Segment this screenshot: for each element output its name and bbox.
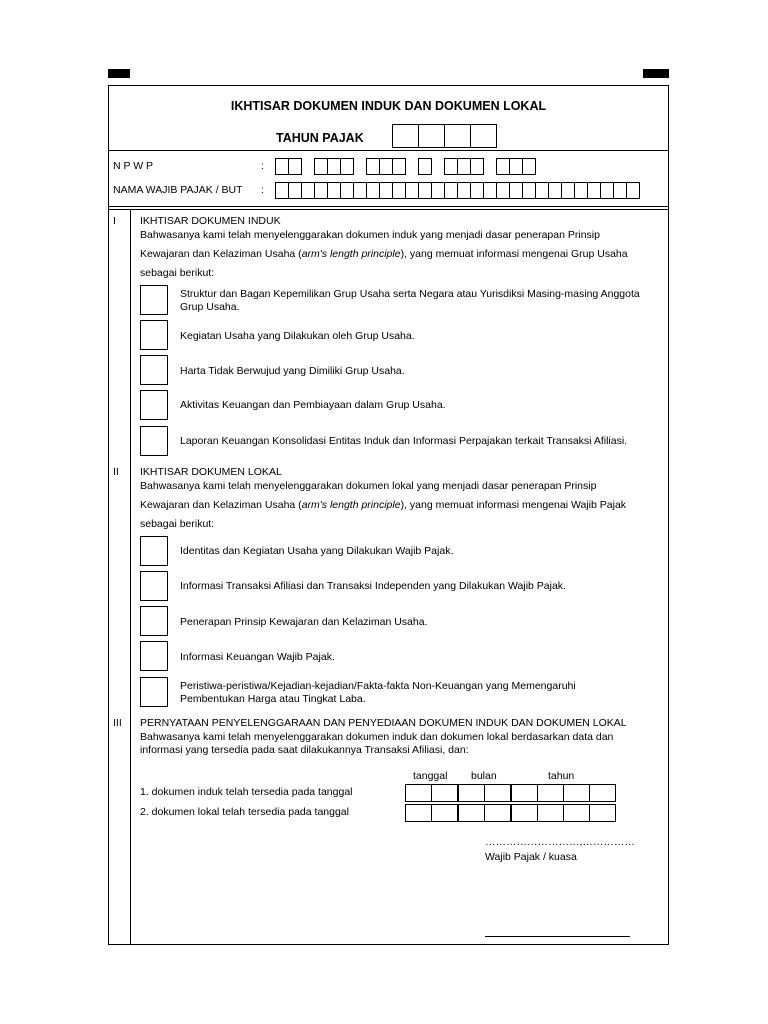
name-char-box[interactable]	[288, 182, 302, 199]
name-char-box[interactable]	[457, 182, 471, 199]
name-char-box[interactable]	[509, 182, 523, 199]
date-digit-box[interactable]	[484, 804, 511, 822]
section2-item-2: Informasi Transaksi Afiliasi dan Transaksi Independen yang Dilakukan Wajib Pajak.	[180, 580, 566, 592]
master-file-date-label: 1. dokumen induk telah tersedia pada tanggal	[140, 786, 353, 798]
section1-checkbox-5[interactable]	[140, 426, 168, 456]
signer-label: Wajib Pajak / kuasa	[485, 851, 577, 863]
npwp-digit-box[interactable]	[392, 158, 406, 175]
signature-line	[485, 936, 630, 937]
npwp-digit-box[interactable]	[366, 158, 380, 175]
tax-year-box[interactable]	[418, 124, 445, 148]
section2-heading: IKHTISAR DOKUMEN LOKAL	[140, 466, 282, 478]
name-char-box[interactable]	[600, 182, 614, 199]
section1-item-1: Struktur dan Bagan Kepemilikan Grup Usaha serta Negara atau Yurisdiksi Masing-masing Anggota Grup Usaha.	[180, 288, 640, 313]
divider-vertical	[130, 209, 131, 945]
date-digit-box[interactable]	[511, 784, 538, 802]
date-digit-box[interactable]	[589, 804, 616, 822]
npwp-digit-box[interactable]	[288, 158, 302, 175]
section2-checkbox-5[interactable]	[140, 677, 168, 707]
col-year-label: tahun	[548, 770, 575, 782]
name-char-box[interactable]	[483, 182, 497, 199]
name-char-box[interactable]	[340, 182, 354, 199]
name-char-box[interactable]	[496, 182, 510, 199]
col-day-label: tanggal	[413, 770, 448, 782]
name-label: NAMA WAJIB PAJAK / BUT	[113, 184, 243, 196]
date-digit-box[interactable]	[405, 804, 432, 822]
section2-item-3: Penerapan Prinsip Kewajaran dan Kelaziman Usaha.	[180, 616, 428, 628]
section3-intro-2: informasi yang tersedia pada saat dilakukannya Transaksi Afiliasi, dan:	[140, 744, 469, 756]
npwp-digit-box[interactable]	[379, 158, 393, 175]
section1-intro-1: Bahwasanya kami telah menyelenggarakan dokumen induk yang menjadi dasar penerapan Prinsip	[140, 229, 600, 241]
section1-heading: IKHTISAR DOKUMEN INDUK	[140, 215, 281, 227]
npwp-digit-box[interactable]	[275, 158, 289, 175]
name-char-box[interactable]	[574, 182, 588, 199]
date-digit-box[interactable]	[563, 784, 590, 802]
date-digit-box[interactable]	[458, 804, 485, 822]
name-char-box[interactable]	[444, 182, 458, 199]
name-char-box[interactable]	[275, 182, 289, 199]
date-digit-box[interactable]	[458, 784, 485, 802]
name-char-box[interactable]	[327, 182, 341, 199]
date-digit-box[interactable]	[431, 784, 458, 802]
section2-item-1: Identitas dan Kegiatan Usaha yang Dilakukan Wajib Pajak.	[180, 545, 454, 557]
name-char-box[interactable]	[366, 182, 380, 199]
registration-mark-right	[643, 69, 669, 78]
date-digit-box[interactable]	[405, 784, 432, 802]
section3-heading: PERNYATAAN PENYELENGGARAAN DAN PENYEDIAAN DOKUMEN INDUK DAN DOKUMEN LOKAL	[140, 717, 627, 729]
tax-year-box[interactable]	[444, 124, 471, 148]
tax-year-box[interactable]	[470, 124, 497, 148]
name-char-box[interactable]	[392, 182, 406, 199]
section2-intro-1: Bahwasanya kami telah menyelenggarakan dokumen lokal yang menjadi dasar penerapan Prinsip	[140, 480, 597, 492]
name-char-box[interactable]	[418, 182, 432, 199]
section1-item-5: Laporan Keuangan Konsolidasi Entitas Induk dan Informasi Perpajakan terkait Transaksi Afiliasi.	[180, 435, 628, 447]
section1-checkbox-2[interactable]	[140, 320, 168, 350]
npwp-digit-box[interactable]	[457, 158, 471, 175]
section1-intro-3: sebagai berikut:	[140, 267, 215, 279]
section2-intro-3: sebagai berikut:	[140, 518, 215, 530]
section2-checkbox-4[interactable]	[140, 641, 168, 671]
date-digit-box[interactable]	[589, 784, 616, 802]
name-char-box[interactable]	[535, 182, 549, 199]
local-file-date-label: 2. dokumen lokal telah tersedia pada tanggal	[140, 806, 349, 818]
date-digit-box[interactable]	[511, 804, 538, 822]
section1-intro-2: Kewajaran dan Kelaziman Usaha (arm's length principle), yang memuat informasi mengenai Grup Usaha	[140, 248, 628, 260]
section2-checkbox-1[interactable]	[140, 536, 168, 566]
name-colon: :	[261, 184, 264, 196]
section2-checkbox-2[interactable]	[140, 571, 168, 601]
registration-mark-left	[108, 69, 130, 78]
col-month-label: bulan	[471, 770, 497, 782]
npwp-digit-box[interactable]	[418, 158, 432, 175]
date-digit-box[interactable]	[537, 804, 564, 822]
section2-number: II	[113, 466, 119, 478]
name-char-box[interactable]	[613, 182, 627, 199]
name-char-box[interactable]	[431, 182, 445, 199]
section2-intro-2: Kewajaran dan Kelaziman Usaha (arm's length principle), yang memuat informasi mengenai Wajib Pajak	[140, 499, 627, 511]
name-char-box[interactable]	[379, 182, 393, 199]
section1-checkbox-4[interactable]	[140, 390, 168, 420]
divider-header	[108, 150, 669, 151]
name-char-box[interactable]	[405, 182, 419, 199]
name-char-box[interactable]	[522, 182, 536, 199]
section2-item-5: Peristiwa-peristiwa/Kejadian-kejadian/Fakta-fakta Non-Keuangan yang Memengaruhi Pembentukan Harga atau Tingkat Laba.	[180, 680, 576, 705]
section3-intro-1: Bahwasanya kami telah menyelenggarakan dokumen induk dan dokumen lokal berdasarkan data dan	[140, 731, 614, 743]
npwp-digit-box[interactable]	[470, 158, 484, 175]
section1-item-4: Aktivitas Keuangan dan Pembiayaan dalam Grup Usaha.	[180, 399, 446, 411]
section3-number: III	[113, 717, 122, 729]
divider-identity-2	[108, 209, 669, 210]
section2-item-4: Informasi Keuangan Wajib Pajak.	[180, 651, 335, 663]
npwp-digit-box[interactable]	[327, 158, 341, 175]
date-digit-box[interactable]	[431, 804, 458, 822]
name-char-box[interactable]	[626, 182, 640, 199]
npwp-digit-box[interactable]	[314, 158, 328, 175]
name-char-box[interactable]	[301, 182, 315, 199]
section1-checkbox-3[interactable]	[140, 355, 168, 385]
npwp-label: N P W P	[113, 160, 154, 172]
date-digit-box[interactable]	[537, 784, 564, 802]
name-char-box[interactable]	[587, 182, 601, 199]
section1-item-3: Harta Tidak Berwujud yang Dimiliki Grup Usaha.	[180, 365, 405, 377]
tax-year-label: TAHUN PAJAK	[276, 131, 364, 145]
npwp-digit-box[interactable]	[496, 158, 510, 175]
npwp-digit-box[interactable]	[509, 158, 523, 175]
tax-year-box[interactable]	[392, 124, 419, 148]
npwp-colon: :	[261, 160, 264, 172]
section1-checkbox-1[interactable]	[140, 285, 168, 315]
npwp-digit-box[interactable]	[444, 158, 458, 175]
section1-item-2: Kegiatan Usaha yang Dilakukan oleh Grup Usaha.	[180, 330, 415, 342]
name-char-box[interactable]	[470, 182, 484, 199]
npwp-digit-box[interactable]	[522, 158, 536, 175]
form-title: IKHTISAR DOKUMEN INDUK DAN DOKUMEN LOKAL	[230, 99, 547, 113]
date-digit-box[interactable]	[484, 784, 511, 802]
name-char-box[interactable]	[561, 182, 575, 199]
name-char-box[interactable]	[314, 182, 328, 199]
name-char-box[interactable]	[353, 182, 367, 199]
npwp-digit-box[interactable]	[340, 158, 354, 175]
place-date-field: ………………………,……………	[485, 836, 635, 848]
name-char-box[interactable]	[548, 182, 562, 199]
date-digit-box[interactable]	[563, 804, 590, 822]
section2-checkbox-3[interactable]	[140, 606, 168, 636]
section1-number: I	[113, 215, 116, 227]
divider-identity-1	[108, 206, 669, 207]
